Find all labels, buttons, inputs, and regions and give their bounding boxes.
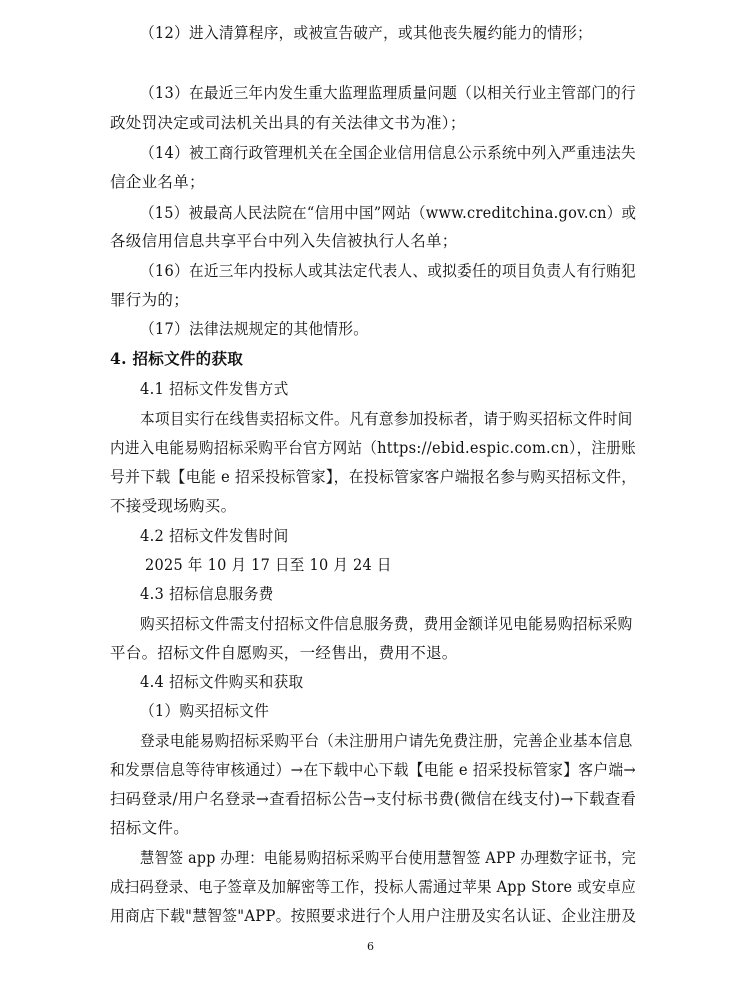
- paragraph-4-4-line-2: 和发票信息等待审核通过）→在下载中心下载【电能 e 招采投标管家】客户端→: [110, 761, 637, 779]
- paragraph-4-3-line-1: 购买招标文件需支付招标文件信息服务费，费用金额详见电能易购招标采购: [140, 615, 633, 633]
- list-item-17: （17）法律法规规定的其他情形。: [140, 320, 369, 338]
- paragraph-4-1-line-3: 号并下载【电能 e 招采投标管家】，在投标管家客户端报名参与购买招标文件，: [110, 468, 637, 486]
- list-item-14: （14）被工商行政管理机关在全国企业信用信息公示系统中列入严重违法失: [140, 144, 636, 162]
- step-heading-1: （1）购买招标文件: [140, 702, 270, 720]
- list-item-14-cont: 信企业名单；: [110, 173, 205, 191]
- list-item-13-cont: 政处罚决定或司法机关出具的有关法律文书为准）；: [110, 114, 466, 132]
- paragraph-app-line-2: 成扫码登录、电子签章及加解密等工作，投标人需通过苹果 App Store 或安卓应: [110, 878, 636, 896]
- paragraph-4-1-line-4: 不接受现场购买。: [110, 497, 237, 515]
- section-heading-4: 4. 招标文件的获取: [110, 349, 244, 368]
- page-number: 6: [367, 940, 374, 953]
- paragraph-app-line-1: 慧智签 app 办理：电能易购招标采购平台使用慧智签 APP 办理数字证书，完: [140, 849, 637, 867]
- paragraph-4-4-line-1: 登录电能易购招标采购平台（未注册用户请先免费注册，完善企业基本信息: [140, 732, 633, 750]
- list-item-15-cont: 各级信用信息共享平台中列入失信被执行人名单；: [110, 232, 458, 250]
- sale-period: 2025 年 10 月 17 日至 10 月 24 日: [145, 556, 392, 574]
- paragraph-app-line-3: 用商店下载"慧智签"APP。按照要求进行个人用户注册及实名认证、企业注册及: [110, 907, 637, 925]
- list-item-13: （13）在最近三年内发生重大监理监理质量问题（以相关行业主管部门的行: [140, 84, 636, 102]
- list-item-16: （16）在近三年内投标人或其法定代表人、或拟委任的项目负责人有行贿犯: [140, 262, 636, 280]
- paragraph-4-1-line-2: 内进入电能易购招标采购平台官方网站（https://ebid.espic.com.cn），注册账: [110, 439, 636, 457]
- subsection-heading-4-4: 4.4 招标文件购买和获取: [140, 673, 304, 691]
- paragraph-4-4-line-3: 扫码登录/用户名登录→查看招标公告→支付标书费(微信在线支付)→下载查看: [110, 790, 637, 808]
- subsection-heading-4-3: 4.3 招标信息服务费: [140, 585, 274, 603]
- list-item-12: （12）进入清算程序，或被宣告破产，或其他丧失履约能力的情形；: [140, 24, 593, 42]
- list-item-16-cont: 罪行为的；: [110, 291, 190, 309]
- list-item-15: （15）被最高人民法院在“信用中国”网站（www.creditchina.gov.cn）或: [140, 204, 637, 222]
- paragraph-4-4-line-4: 招标文件。: [110, 819, 190, 837]
- subsection-heading-4-2: 4.2 招标文件发售时间: [140, 527, 289, 545]
- paragraph-4-1-line-1: 本项目实行在线售卖招标文件。凡有意参加投标者，请于购买招标文件时间: [140, 410, 633, 428]
- subsection-heading-4-1: 4.1 招标文件发售方式: [140, 380, 289, 398]
- paragraph-4-3-line-2: 平台。招标文件自愿购买，一经售出，费用不退。: [110, 644, 458, 662]
